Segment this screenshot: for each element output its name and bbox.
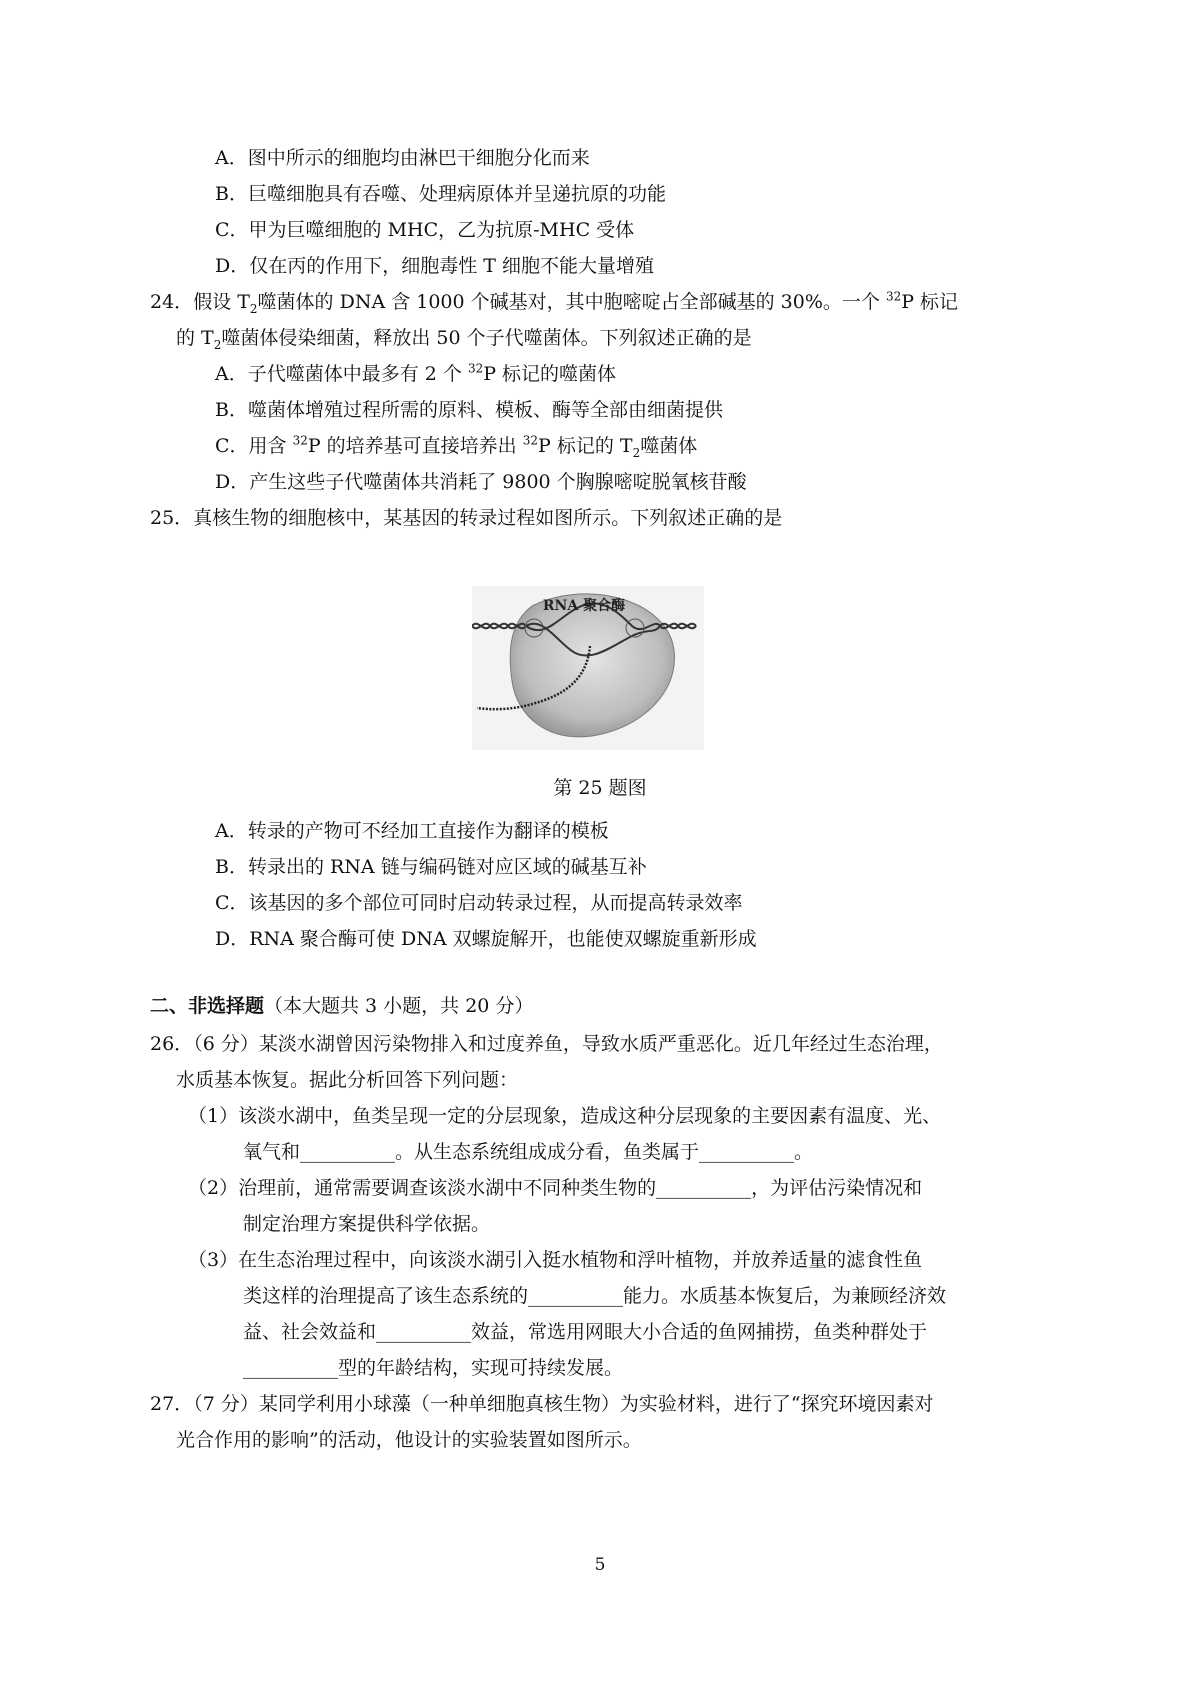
- q23-option-d: D．仅在丙的作用下，细胞毒性 T 细胞不能大量增殖: [215, 255, 654, 277]
- q26-number: 26．: [150, 1033, 194, 1055]
- q25-option-d: D．RNA 聚合酶可使 DNA 双螺旋解开，也能使双螺旋重新形成: [215, 928, 757, 950]
- q24-option-b: B．噬菌体增殖过程所需的原料、模板、酶等全部由细菌提供: [215, 399, 723, 421]
- q26-part2-line-2: 制定治理方案提供科学依据。: [243, 1213, 491, 1235]
- figure-caption: 第 25 题图: [553, 777, 647, 799]
- q24-stem-line-1: 24．假设 $T_2$噬菌体的 DNA 含 1000 个碱基对，其中胞嘧啶占全部碱基的 30%。一个 $^{32}$P 标记: [150, 289, 959, 316]
- q24-number: 24．: [150, 291, 194, 313]
- section-heading: [150, 993, 533, 1019]
- q26-stem-line-2: 水质基本恢复。据此分析回答下列问题：: [176, 1069, 519, 1091]
- q24-option-a: A．子代噬菌体中最多有 2 个 $^{32}$P 标记的噬菌体: [215, 361, 617, 385]
- section-note: （本大题共 3 小题，共 20 分）: [264, 995, 534, 1017]
- q27-stem-line-1: 27．（7 分）某同学利用小球藻（一种单细胞真核生物）为实验材料，进行了“探究环境因素对: [150, 1393, 934, 1415]
- figure-label-rna-polymerase: RNA 聚合酶: [542, 598, 626, 614]
- q24-option-c: C．用含 $^{32}$P 的培养基可直接培养出 $^{32}$P 标记的 $T_2$噬菌体: [215, 433, 698, 460]
- q26-part3-line-1: （3）在生态治理过程中，向该淡水湖引入挺水植物和浮叶植物，并放养适量的滤食性鱼: [188, 1249, 923, 1271]
- q26-part3-line-4: __________型的年龄结构，实现可持续发展。: [243, 1357, 624, 1379]
- q26-part3-line-2: 类这样的治理提高了该生态系统的__________能力。水质基本恢复后，为兼顾经济效: [243, 1285, 947, 1307]
- q27-stem-line-2: 光合作用的影响”的活动，他设计的实验装置如图所示。: [176, 1429, 642, 1451]
- section-title: 二、非选择题: [150, 995, 265, 1017]
- q23-option-c: C．甲为巨噬细胞的 MHC，乙为抗原-MHC 受体: [215, 219, 635, 241]
- q26-stem-line-1: 26．（6 分）某淡水湖曾因污染物排入和过度养鱼，导致水质严重恶化。近几年经过生态治理，: [150, 1033, 943, 1055]
- q27-number: 27．: [150, 1393, 194, 1415]
- q25-option-c: C．该基因的多个部位可同时启动转录过程，从而提高转录效率: [215, 892, 743, 914]
- q24-stem-line-2: 的 $T_2$噬菌体侵染细菌，释放出 50 个子代噬菌体。下列叙述正确的是: [176, 327, 752, 352]
- q25-stem: 25．真核生物的细胞核中，某基因的转录过程如图所示。下列叙述正确的是: [150, 507, 783, 529]
- q23-option-b: B．巨噬细胞具有吞噬、处理病原体并呈递抗原的功能: [215, 183, 666, 205]
- q26-part2-line-1: （2）治理前，通常需要调查该淡水湖中不同种类生物的__________，为评估污染情况和: [188, 1177, 923, 1199]
- q24-option-d: D．产生这些子代噬菌体共消耗了 9800 个胸腺嘧啶脱氧核苷酸: [215, 471, 747, 493]
- q26-part3-line-3: 益、社会效益和__________效益，常选用网眼大小合适的鱼网捕捞，鱼类种群处于: [243, 1321, 928, 1343]
- q25-number: 25．: [150, 507, 194, 529]
- transcription-figure: [472, 586, 704, 750]
- q26-part1-line-1: （1）该淡水湖中，鱼类呈现一定的分层现象，造成这种分层现象的主要因素有温度、光、: [188, 1105, 942, 1127]
- page-number: 5: [594, 1555, 606, 1575]
- q25-option-a: A．转录的产物可不经加工直接作为翻译的模板: [215, 820, 609, 842]
- q25-option-b: B．转录出的 RNA 链与编码链对应区域的碱基互补: [215, 856, 647, 878]
- q23-option-a: A．图中所示的细胞均由淋巴干细胞分化而来: [215, 147, 590, 169]
- q26-part1-line-2: 氧气和__________。从生态系统组成成分看，鱼类属于__________。: [243, 1141, 814, 1163]
